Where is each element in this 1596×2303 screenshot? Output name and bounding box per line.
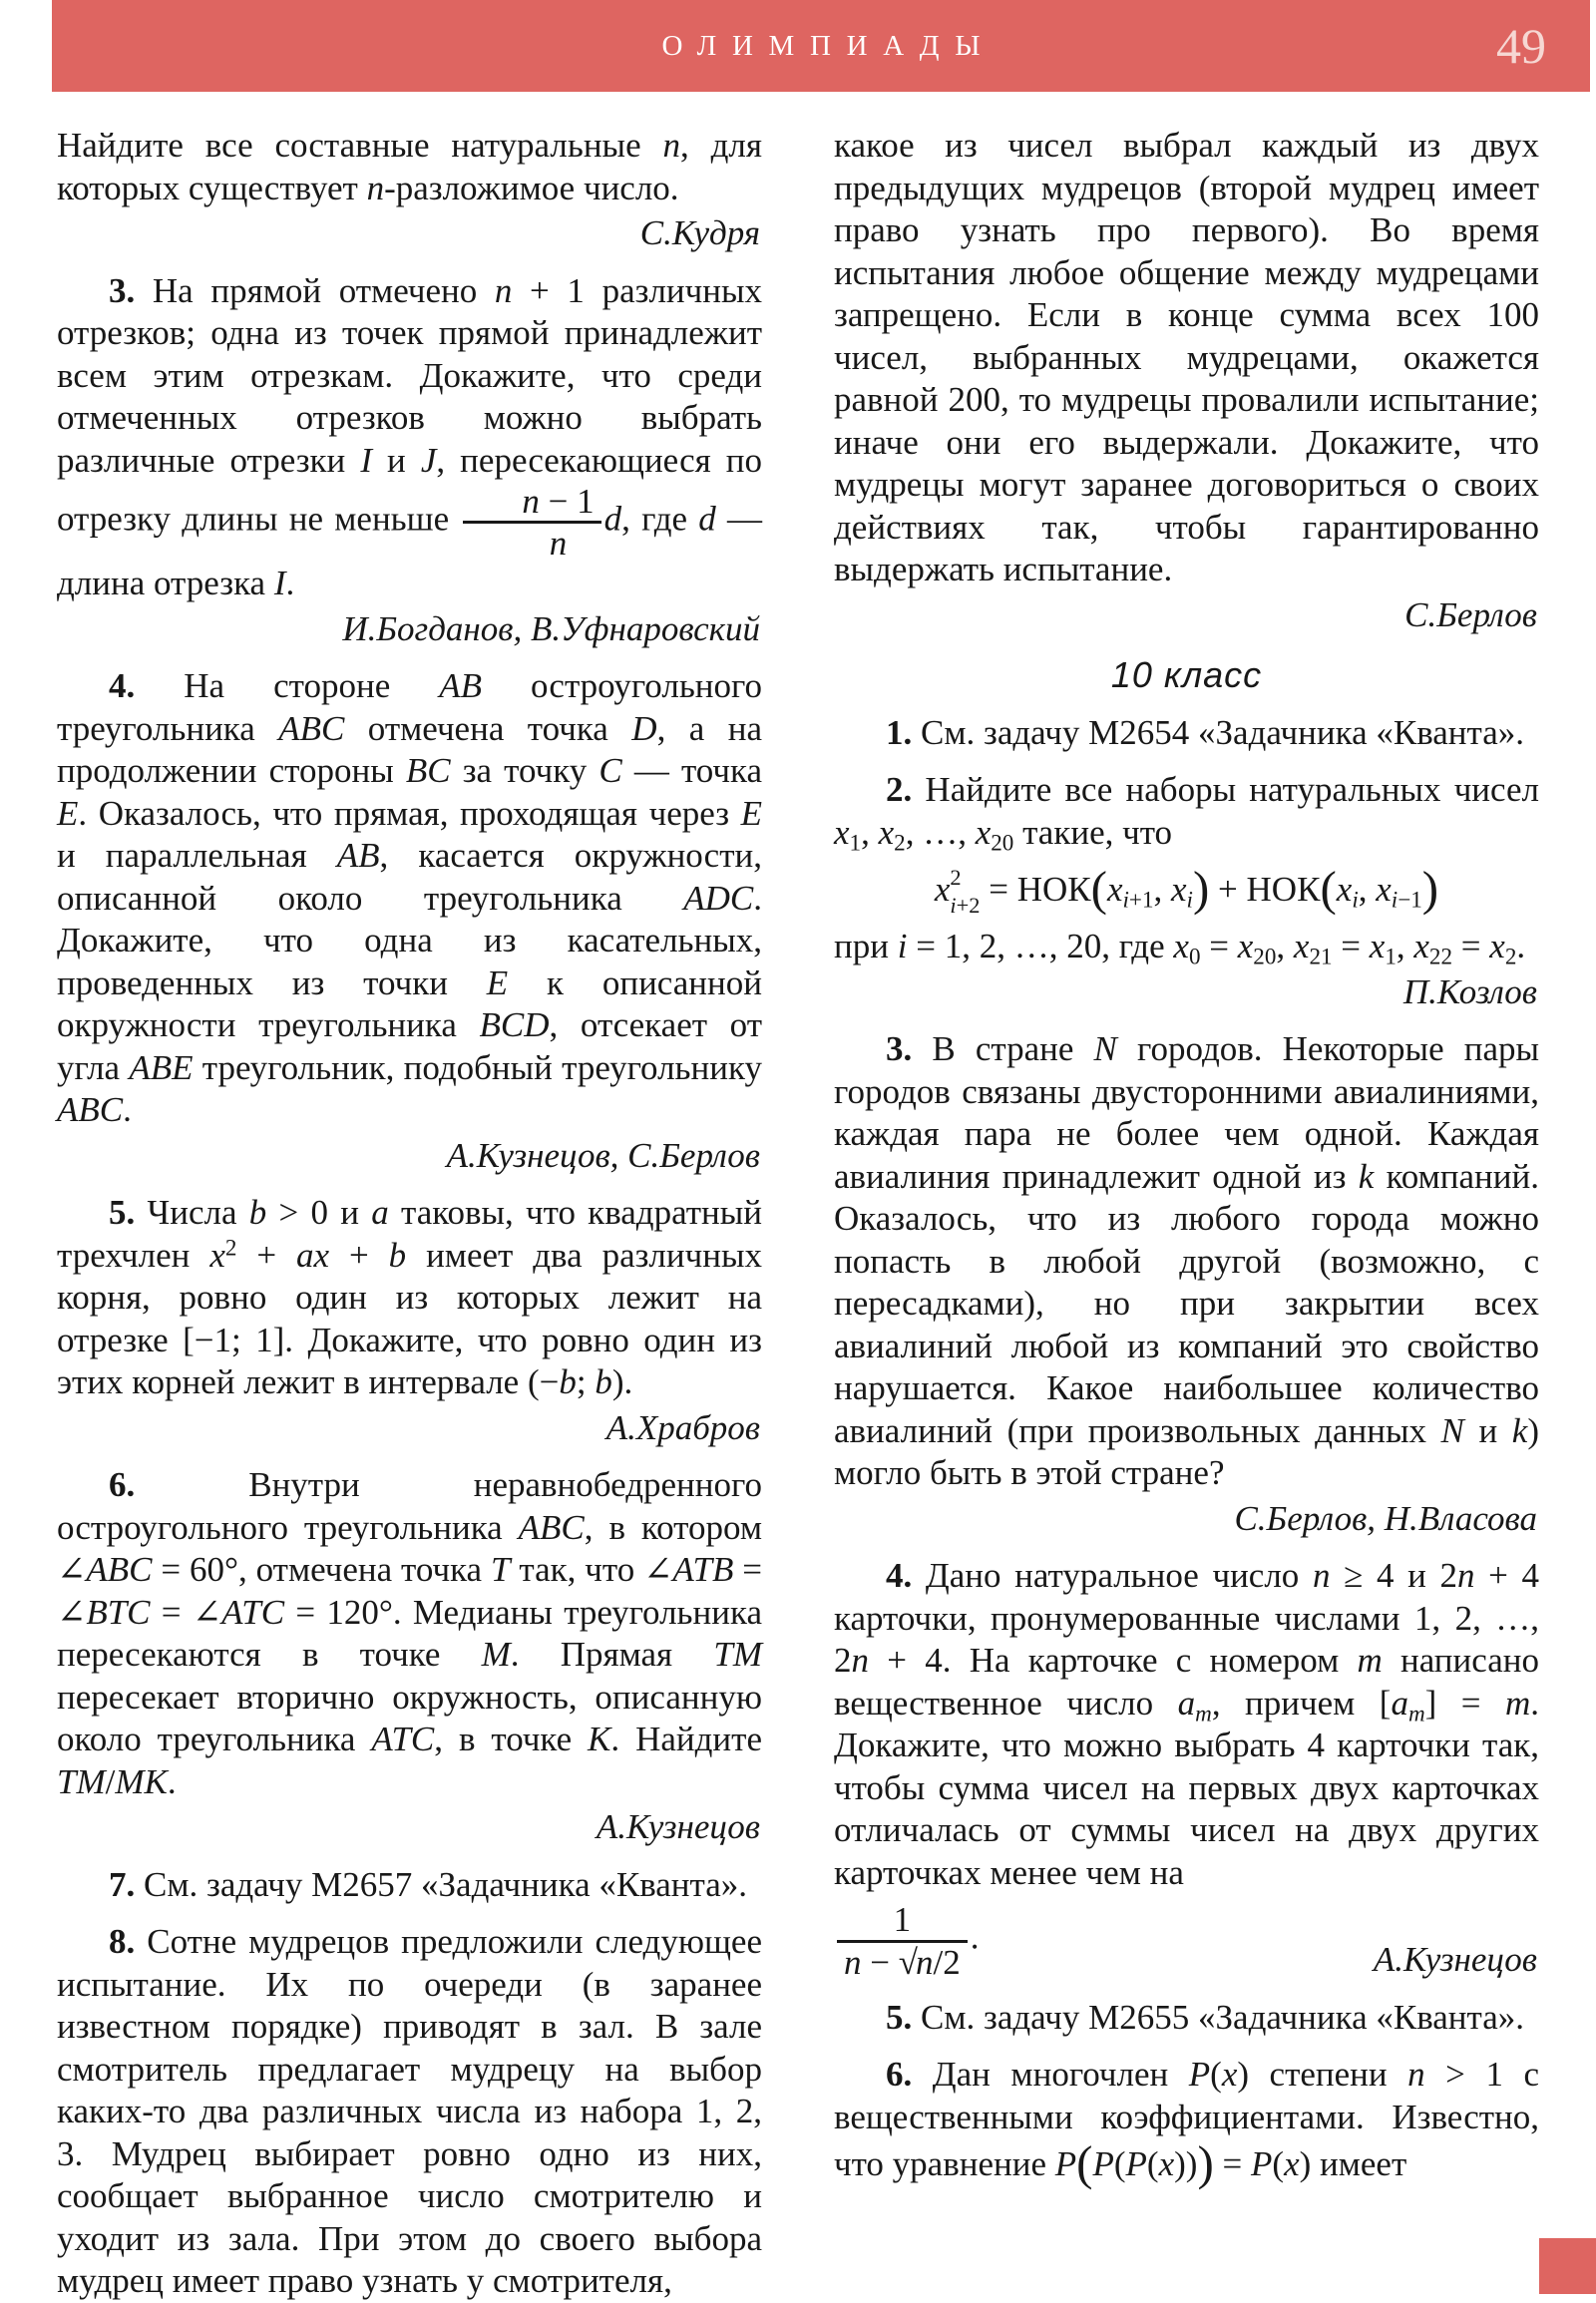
italic-text: b (248, 1193, 267, 1233)
subscript: 2 (894, 828, 906, 855)
italic-text: ABE (129, 1047, 194, 1087)
italic-text: BC (405, 751, 451, 791)
italic-text: BCD (479, 1005, 550, 1045)
big-paren: ( (1320, 861, 1337, 916)
italic-text: d (603, 499, 622, 539)
italic-text: ATB (672, 1550, 734, 1590)
section-title: ОЛИМПИАДЫ (661, 29, 997, 62)
italic-text: i (1186, 886, 1193, 913)
italic-text: m (1407, 1700, 1425, 1727)
subscript (1195, 1700, 1212, 1726)
italic-text: n (522, 482, 540, 521)
subscript: 0 (1188, 943, 1201, 969)
italic-text: ax (296, 1235, 330, 1275)
big-paren: ) (1197, 2135, 1214, 2191)
italic-text: x (1293, 927, 1310, 966)
author-credit: И.Богданов, В.Уфнаровский (342, 608, 760, 648)
subscript: 1 (849, 828, 862, 855)
problem-paragraph: 4. На стороне AB остроугольного треугольника ABC отмечена точка D, а на продолжении стороны BC за точку C — точка E. Оказалось, что прямая, проходящая через E и параллельная AB, касается окружности, описанной около треугольника ADC. Докажите, что одна из касательных, проведенных из точки E к описанной окружности треугольника BCD, отсекает от угла ABE треугольник, подобный треугольнику ABC. (57, 666, 763, 1130)
page-content (57, 125, 1539, 2303)
text-paragraph: Найдите все составные натуральные n, для которых существует n-разложимое число. (57, 126, 763, 207)
italic-text: P (1188, 2055, 1211, 2095)
italic-text: n (1407, 2055, 1425, 2095)
fraction-block: $\frac{1}{n - √n/2}$ . (834, 1900, 979, 1981)
subscript: 20 (991, 828, 1014, 855)
italic-text: i (950, 893, 957, 919)
subscript: 1 (1385, 943, 1396, 969)
text-paragraph: при i = 1, 2, …, 20, где $x_0 = x_{20}$, $x_{21} = x_1$, $x_{22} = x_2$. (834, 927, 1526, 969)
italic-text: N (1093, 1029, 1117, 1069)
italic-text: P (1054, 2144, 1077, 2184)
italic-text: n (494, 270, 513, 310)
italic-text: n (1456, 1556, 1475, 1596)
italic-text: d (698, 499, 716, 539)
italic-text: k (1358, 1156, 1375, 1196)
left-column (57, 125, 762, 2303)
problem-paragraph: 8. Сотне мудрецов предложили следующее испытание. Их по очереди (в заранее известном порядке) приводят в зал. В зале смотритель предлагает мудрецу на выбор каких-то два различных числа из набора 1, 2, 3. Мудрец выбирает ровно одно из них, сообщает выбранное число смотрителю и уходит из зала. При этом до своего выбора мудрец имеет право узнать у смотрителя, (57, 1922, 762, 2301)
italic-text: a (371, 1193, 389, 1233)
italic-text: MK (115, 1761, 168, 1801)
bold-text: 6. (109, 1465, 136, 1505)
author-credit: А.Кузнецов, С.Берлов (446, 1135, 760, 1175)
subscript: 21 (1309, 943, 1333, 969)
italic-text: m (1195, 1700, 1212, 1727)
fraction (834, 1900, 971, 1981)
italic-text: TM (57, 1761, 106, 1801)
page-header (52, 0, 1590, 92)
grade-heading: 10 класс (1110, 654, 1263, 695)
italic-text: x (1158, 2144, 1175, 2184)
author-credit: А.Кузнецов (596, 1807, 760, 1847)
italic-text: x (209, 1235, 225, 1275)
superscript: 2 (224, 1234, 237, 1261)
radicand: n/2 (916, 1940, 961, 1982)
problem-paragraph: 3. На прямой отмечено n + 1 различных отрезков; одна из точек прямой принадлежит всем этим отрезкам. Докажите, что среди отмеченных отрезков можно выбрать различные отрезки I и J, пересекающиеся по отрезку длины не меньше $\frac{n - 1}{n}$ d, где d — длина отрезка I. (57, 270, 763, 603)
author-credit: А.Кузнецов (1373, 1940, 1537, 1980)
italic-text: x (1221, 2055, 1238, 2095)
italic-text: AB (439, 666, 483, 706)
italic-text: x (878, 812, 895, 852)
italic-text: n (1312, 1556, 1331, 1596)
bold-text: 5. (109, 1193, 136, 1233)
bold-text: 3. (109, 270, 136, 310)
bold-text: 1. (886, 712, 913, 752)
italic-text: x (1173, 927, 1189, 966)
italic-text: D (631, 708, 657, 748)
fraction (460, 482, 603, 563)
italic-text: x (1171, 870, 1187, 910)
bold-text: 8. (109, 1922, 136, 1962)
italic-text: ADC (683, 878, 754, 918)
subscript: i−1 (1391, 886, 1422, 913)
subscript: 2 (1504, 943, 1517, 969)
problem-paragraph: 5. Числа b > 0 и a таковы, что квадратный трехчлен $x^2$ + ax + b имеет два различных корня, ровно один из которых лежит на отрезке [−1; 1]. Докажите, что ровно один из этих корней лежит в интервале (−b; b). (57, 1193, 762, 1402)
page-number: 49 (1496, 18, 1546, 74)
italic-text: N (1440, 1410, 1464, 1450)
italic-text: x (1369, 927, 1386, 966)
italic-text: b (595, 1362, 612, 1402)
italic-text: x (1489, 927, 1505, 966)
bold-text: 7. (109, 1864, 136, 1904)
italic-text: x (1106, 870, 1123, 910)
italic-text: x (934, 870, 951, 910)
bold-text: 5. (886, 1997, 913, 2037)
big-paren: ( (1090, 861, 1107, 916)
bold-text: 4. (886, 1556, 913, 1596)
italic-text: E (740, 793, 762, 833)
problem-paragraph: 5. См. задачу М2655 «Задачника «Кванта». (886, 1997, 1525, 2037)
author-credit: С.Берлов, Н.Власова (1234, 1498, 1537, 1538)
problem-paragraph: 1. См. задачу М2654 «Задачника «Кванта». (886, 712, 1525, 752)
author-credit: П.Козлов (1402, 971, 1537, 1011)
problem-paragraph: 6. Внутри неравнобедренного остроугольного треугольника ABC, в котором ∠ABC = 60°, отмечена точка T так, что ∠ATB = ∠BTC = ∠ATC = 120°. Медианы треугольника пересекаются в точке M. Прямая TM пересекает вторично окружность, описанную около треугольника ATC, в точке K. Найдите TM/MK. (57, 1465, 762, 1801)
subscript: 22 (1428, 943, 1453, 969)
corner-accent-square (1539, 2238, 1596, 2294)
subscript (1352, 887, 1358, 913)
italic-text: BTC (86, 1592, 151, 1632)
italic-text: P (1251, 2144, 1273, 2184)
stack-row: i+2 (950, 893, 981, 919)
big-paren: ) (1192, 861, 1210, 916)
italic-text: P (1092, 2144, 1114, 2184)
italic-text: AB (336, 836, 380, 876)
problem-paragraph: 6. Дан многочлен P(x) степени n > 1 с вещественными коэффициентами. Известно, что уравнение P(P(P(x))) = P(x) имеет (834, 2055, 1539, 2191)
subscript: i+1 (1122, 886, 1154, 913)
italic-text: a (1391, 1683, 1408, 1723)
italic-text: ATC (221, 1592, 285, 1632)
problem-paragraph: 4. Дано натуральное число n ≥ 4 и 2n + 4 карточки, пронумерованные числами 1, 2, …, 2n + 4. На карточке с номером m написано вещественное число $a_m$, причем $[a_m] = m$. Докажите, что можно выбрать 4 карточки так, чтобы сумма чисел на первых двух карточках отличалась от суммы чисел на двух других карточках менее чем на (834, 1556, 1540, 1892)
bold-text: 6. (886, 2055, 913, 2095)
italic-text: m (1357, 1641, 1383, 1681)
italic-text: TM (713, 1635, 762, 1675)
italic-text: i (1352, 886, 1359, 913)
text-paragraph: какое из чисел выбрал каждый из двух предыдущих мудрецов (второй мудрец имеет право узнать про первого). Во время испытания любое общение между мудрецами запрещено. Если в конце сумма всех 100 чисел, выбранных мудрецами, окажется равной 200, то мудрецы провалили испытание; иначе они его выдержали. Докажите, что мудрецы могут заранее договориться о своих действиях так, чтобы гарантированно выдержать испытание. (834, 126, 1539, 588)
problem-paragraph: 7. См. задачу М2657 «Задачника «Кванта». (109, 1864, 748, 1904)
italic-text: b (559, 1362, 577, 1402)
italic-text: n (915, 1942, 934, 1982)
radical-sign: √ (898, 1942, 916, 1982)
fraction-numerator: 1 (893, 1900, 912, 1940)
italic-text: ABC (518, 1507, 585, 1547)
italic-text: J (420, 440, 437, 480)
italic-text: x (1376, 870, 1392, 910)
italic-text: E (57, 793, 79, 833)
bold-text: 2. (886, 770, 913, 809)
subscript: 20 (1253, 943, 1277, 969)
italic-text: ABC (86, 1550, 153, 1590)
bold-text: 3. (886, 1029, 913, 1069)
italic-text: k (1511, 1410, 1528, 1450)
italic-text: a (1177, 1683, 1196, 1723)
italic-text: x (975, 812, 992, 852)
italic-text: x (1413, 927, 1429, 966)
italic-text: K (588, 1720, 611, 1759)
fraction-denominator: n − √n/2 (837, 1940, 968, 1982)
author-credit: А.Храбров (605, 1407, 760, 1447)
subscript (1408, 1700, 1425, 1726)
sup-sub-stack (950, 864, 980, 920)
italic-text: i (1122, 886, 1129, 913)
italic-text: i (1391, 886, 1398, 913)
italic-text: n (366, 168, 385, 207)
italic-text: x (834, 812, 850, 852)
italic-text: I (273, 564, 286, 603)
italic-text: x (1237, 927, 1254, 966)
problem-paragraph: 2. Найдите все наборы натуральных чисел $x_1$, $x_2$, …, $x_{20}$ такие, что (834, 770, 1539, 855)
italic-text: n (844, 1942, 862, 1982)
italic-text: ABC (57, 1090, 124, 1130)
italic-text: P (1125, 2144, 1147, 2184)
italic-text: C (598, 751, 622, 791)
italic-text: x (1336, 870, 1353, 910)
fraction-denominator (463, 521, 600, 563)
italic-text: E (486, 962, 509, 1002)
right-column (834, 125, 1539, 2303)
italic-text: b (388, 1235, 407, 1275)
italic-text: M (481, 1635, 511, 1675)
big-paren: ( (1076, 2135, 1093, 2191)
problem-paragraph: 3. В стране N городов. Некоторые пары городов связаны двусторонними авиалиниями, каждая пара не более чем одной. Каждая авиалиния принадлежит одной из k компаний. Оказалось, что из любого города можно попасть в любой другой (возможно, с пересадками), но при закрытии всех авиалиний любой из компаний это свойство нарушается. Какое наибольшее количество авиалиний (при произвольных данных N и k) могло быть в этой стране? (834, 1029, 1539, 1493)
italic-text: n (851, 1641, 869, 1681)
italic-text: m (1504, 1683, 1531, 1723)
italic-text: ABC (278, 708, 345, 748)
italic-text: I (360, 440, 372, 480)
italic-text: i (897, 927, 908, 966)
big-paren: ) (1421, 861, 1439, 916)
bold-text: 4. (109, 666, 136, 706)
italic-text: n (549, 524, 568, 564)
italic-text: x (1284, 2144, 1300, 2184)
stack-row: 2 (950, 865, 962, 891)
fraction-line (834, 1900, 1539, 1981)
italic-text: ATC (371, 1720, 435, 1759)
author-credit: С.Берлов (1404, 594, 1537, 634)
italic-text: T (490, 1550, 511, 1590)
display-equation: x 2 i+2 = $НОК(x_{i+1}$, $x_i) + НОК(x_i$, $x_{i-1}$) (934, 861, 1439, 919)
fraction-numerator: n − 1 (522, 482, 595, 521)
italic-text: n (662, 126, 680, 165)
author-credit: С.Кудря (639, 213, 760, 252)
square-root (899, 1940, 961, 1982)
